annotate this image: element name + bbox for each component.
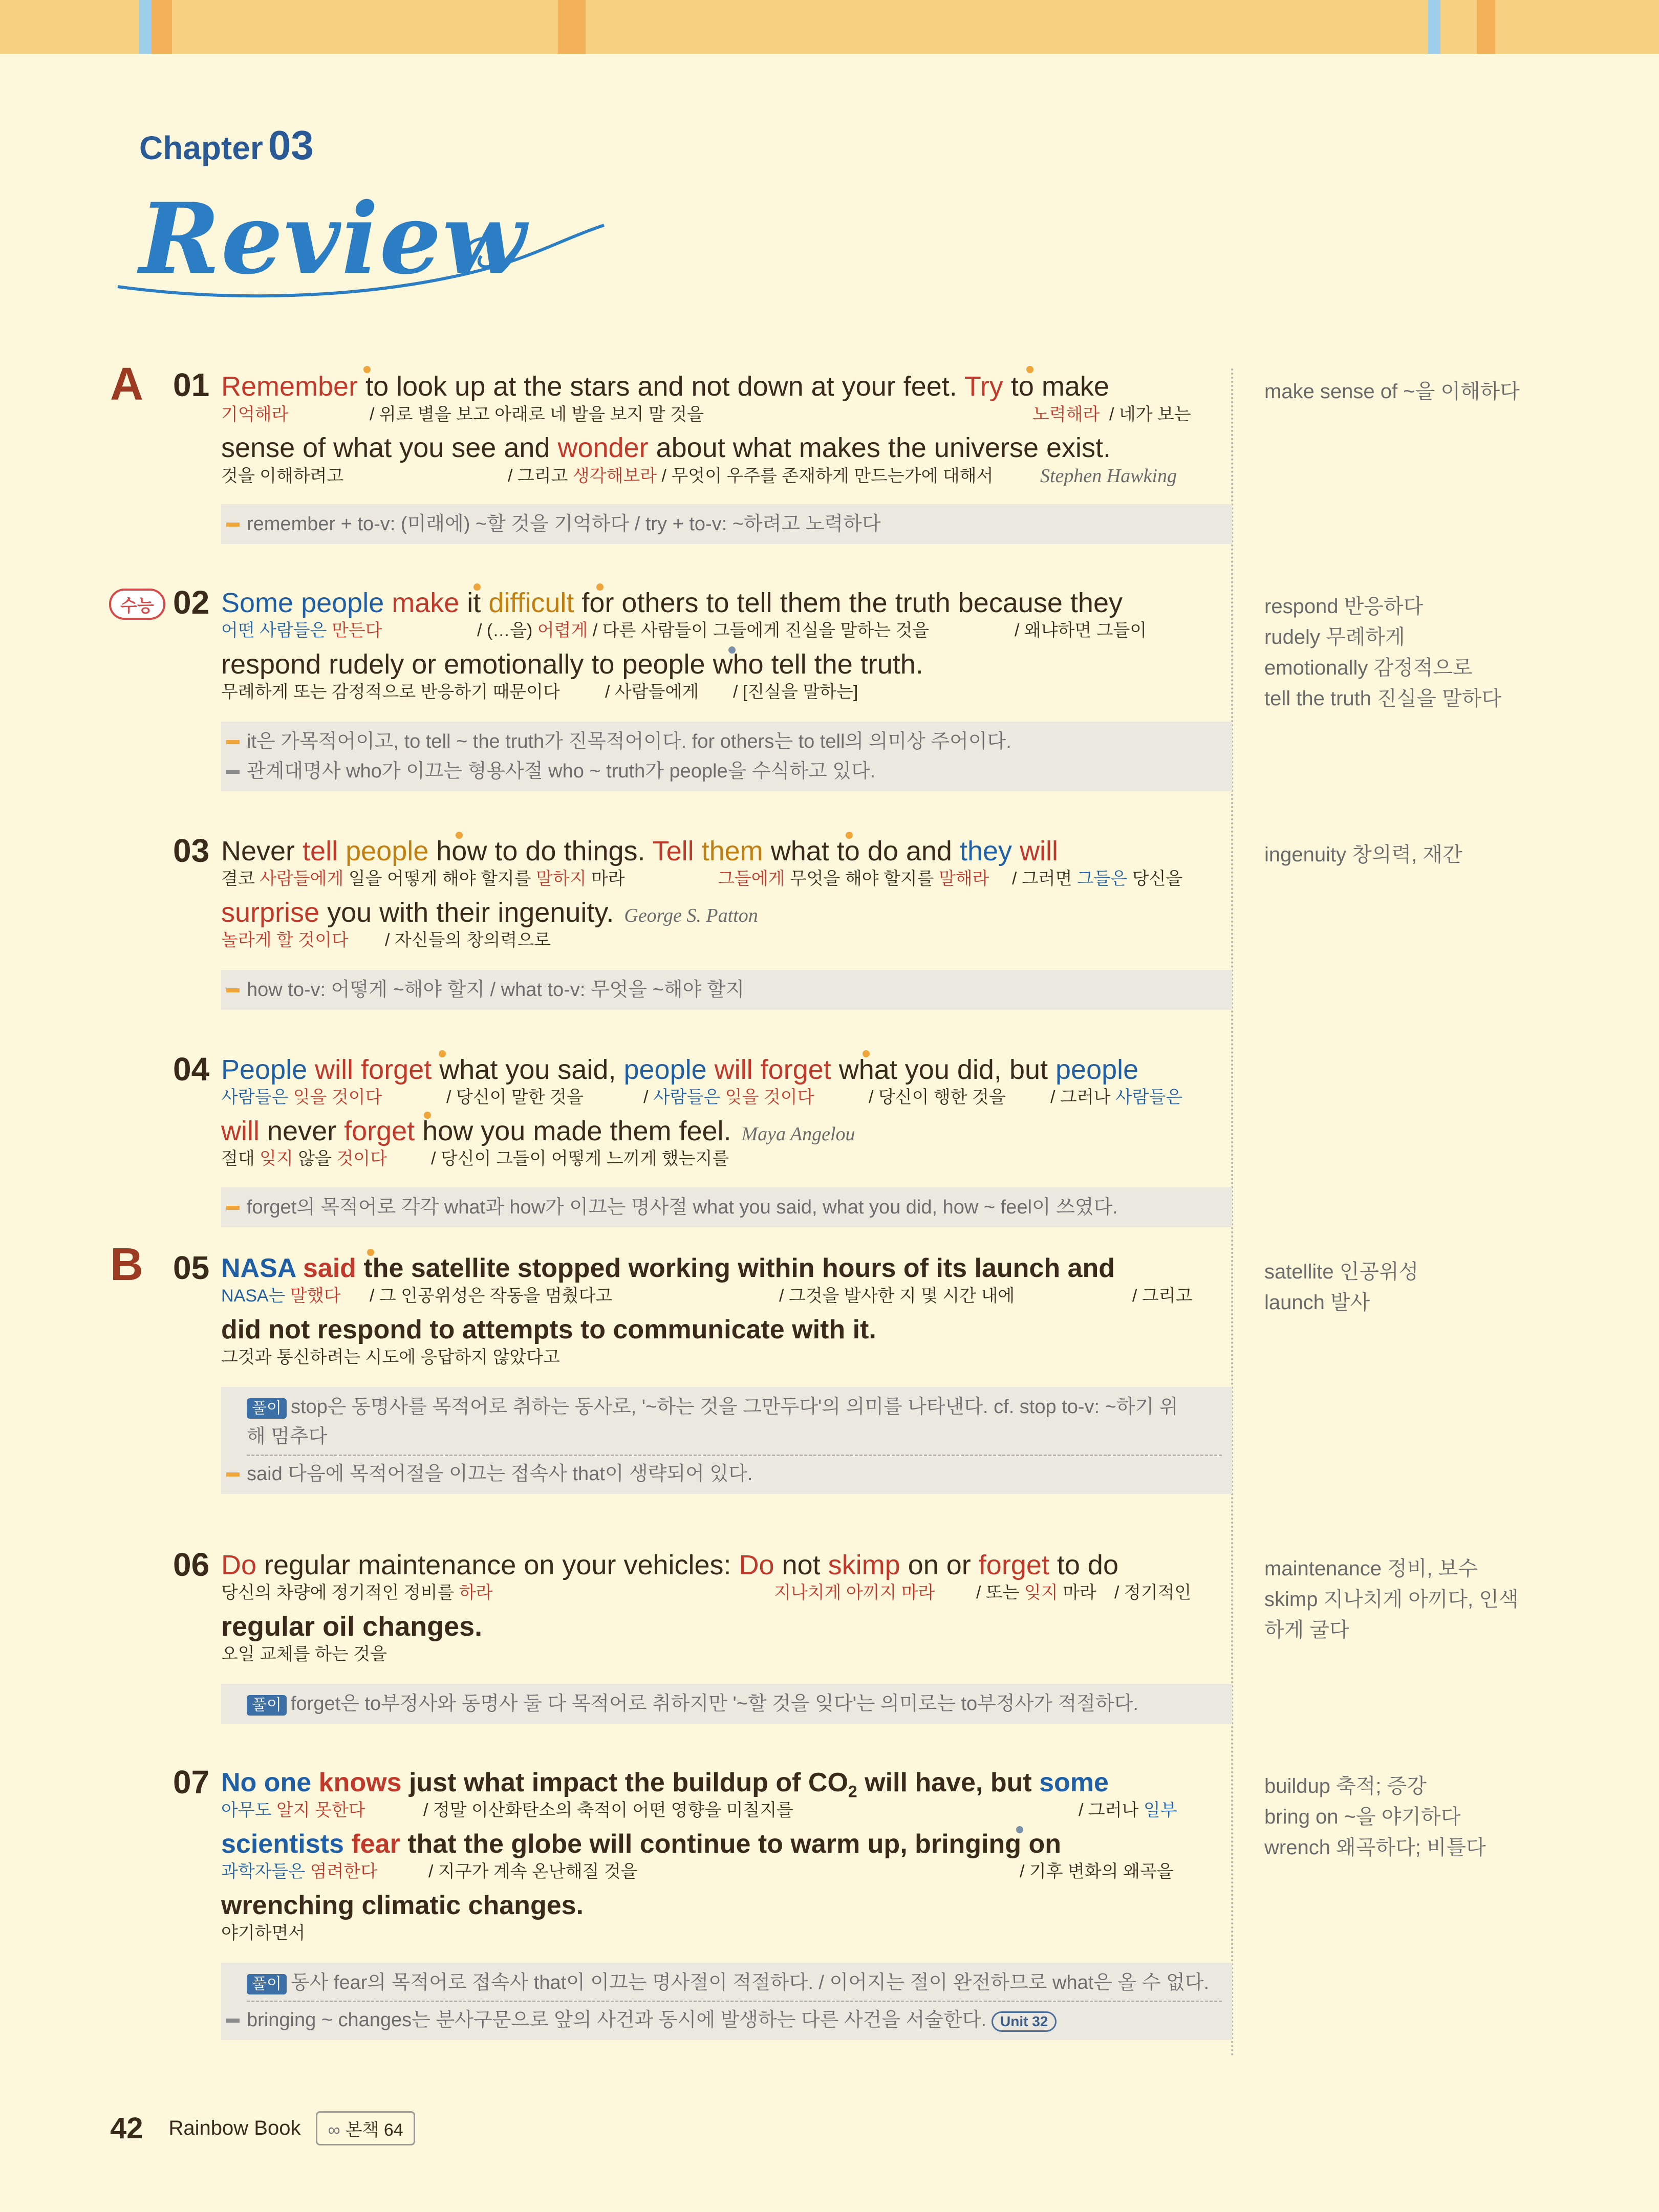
chapter-label: Chapter [139, 129, 263, 166]
translation-line: 아무도 알지 못한다 / 정말 이산화탄소의 축적이 어떤 영향을 미칠지를 / 그러나 일부 [221, 1801, 1177, 1820]
section-b-label: B [110, 1239, 143, 1290]
page-title: Review [139, 182, 527, 296]
sentence-line: sense of what you see and wonder about what makes the universe exist. [221, 432, 1111, 463]
item-number: 07 [173, 1764, 210, 1801]
quote-author: Maya Angelou [741, 1123, 855, 1145]
translation-line: 결코 사람들에게 일을 어떻게 해야 할지를 말하지 마라 그들에게 무엇을 해야 할지를 말해라 / 그러면 그들은 당신을 [221, 869, 1183, 888]
sentence-line: did not respond to attempts to communicate with it. [221, 1315, 876, 1344]
decor-stripe [1428, 0, 1440, 54]
grammar-note: 풀이 forget은 to부정사와 동명사 둘 다 목적어로 취하지만 '~할 것을 잊다'는 의미로는 to부정사가 적절하다. [221, 1684, 1232, 1724]
translation-line: 사람들은 잊을 것이다 / 당신이 말한 것을 / 사람들은 잊을 것이다 / 당신이 행한 것을 / 그러나 사람들은 [221, 1088, 1183, 1107]
grammar-note: 풀이 stop은 동명사를 목적어로 취하는 동사로, '~하는 것을 그만두다'의 의미를 나타낸다. cf. stop to-v: ~하기 위 해 멈추다 said 다음에 목적어절을 이끄는 접속사 that이 생략되어 있다. [221, 1387, 1232, 1494]
item-number: 06 [173, 1546, 210, 1583]
sentence-line: surprise you with their ingenuity. George S. Patton [221, 897, 758, 928]
item-number: 04 [173, 1051, 210, 1088]
sentence-line: NASA said the satellite stopped working within hours of its launch and [221, 1253, 1115, 1283]
item-number: 03 [173, 832, 210, 869]
vocab-list: maintenance 정비, 보수 skimp 지나치게 아끼다, 인색 하게 굴다 [1264, 1557, 1519, 1641]
unit-link-button[interactable]: Unit 32 [992, 2011, 1057, 2032]
decor-stripe [152, 0, 172, 54]
translation-line: 놀라게 할 것이다 / 자신들의 창의력으로 [221, 930, 551, 950]
title-swoosh-decoration [113, 215, 624, 317]
translation-line: 야기하면서 [221, 1923, 306, 1943]
sentence-line: scientists fear that the globe will continue to warm up, bringing on [221, 1829, 1062, 1859]
sentence-line: wrenching climatic changes. [221, 1891, 584, 1920]
sentence-line: regular oil changes. [221, 1611, 483, 1642]
translation-line: 오일 교체를 하는 것을 [221, 1644, 387, 1664]
translation-line: 기억해라 / 위로 별을 보고 아래로 네 발을 보지 말 것을 노력해라 / 네가 보는 [221, 405, 1191, 424]
grammar-note: how to-v: 어떻게 ~해야 할지 / what to-v: 무엇을 ~해야 할지 [221, 970, 1232, 1010]
grammar-note: it은 가목적어이고, to tell ~ the truth가 진목적어이다. for others는 to tell의 의미상 주어이다. 관계대명사 who가 이끄는 형용사절 who ~ truth가 people을 수식하고 있다. [221, 722, 1232, 791]
translation-line: 과학자들은 염려한다 / 지구가 계속 온난해질 것을 / 기후 변화의 왜곡을 [221, 1862, 1174, 1881]
vocab-list: make sense of ~을 이해하다 [1264, 380, 1520, 403]
item-number: 05 [173, 1249, 210, 1286]
chapter-number: 03 [268, 122, 314, 168]
vocab-list: buildup 축적; 증강 bring on ~을 야기하다 wrench 왜곡하다; 비틀다 [1264, 1775, 1486, 1859]
sentence-line: Never tell people how to do things. Tell them what to do and they will [221, 836, 1059, 866]
translation-line: 어떤 사람들은 만든다 / (…을) 어렵게 / 다른 사람들이 그들에게 진실을 말하는 것을 / 왜냐하면 그들이 [221, 621, 1147, 640]
item-number: 01 [173, 366, 210, 403]
vocab-list: ingenuity 창의력, 재간 [1264, 843, 1462, 866]
main-book-link[interactable]: ∞ 본책 64 [316, 2111, 415, 2145]
translation-line: 그것과 통신하려는 시도에 응답하지 않았다고 [221, 1348, 560, 1367]
translation-line: 것을 이해하려고 / 그리고 생각해보라 / 무엇이 우주를 존재하게 만드는가에 대해서 Stephen Hawking [221, 465, 1177, 487]
link-icon: ∞ [328, 2120, 340, 2140]
book-name: Rainbow Book [168, 2117, 301, 2139]
sentence-line: People will forget what you said, people will forget what you did, but people [221, 1054, 1139, 1085]
top-decor-bar [0, 0, 1659, 54]
sentence-line: respond rudely or emotionally to people who tell the truth. [221, 649, 923, 680]
quote-author: George S. Patton [624, 905, 758, 926]
vocab-list: satellite 인공위성 launch 발사 [1264, 1261, 1419, 1314]
translation-line: 절대 잊지 않을 것이다 / 당신이 그들이 어떻게 느끼게 했는지를 [221, 1149, 729, 1168]
page-number: 42 [110, 2112, 143, 2145]
decor-stripe [139, 0, 152, 54]
chapter-heading [139, 122, 314, 169]
suneung-badge: 수능 [109, 589, 165, 620]
translation-line: 당신의 차량에 정기적인 정비를 하라 지나치게 아끼지 마라 / 또는 잊지 마라 / 정기적인 [221, 1583, 1192, 1602]
grammar-note: remember + to-v: (미래에) ~할 것을 기억하다 / try + to-v: ~하려고 노력하다 [221, 504, 1232, 544]
item-number: 02 [173, 584, 210, 621]
grammar-note: 풀이 동사 fear의 목적어로 접속사 that이 이끄는 명사절이 적절하다. / 이어지는 절이 완전하므로 what은 올 수 없다. bringing ~ changes는 분사구문으로 앞의 사건과 동시에 발생하는 다른 사건을 서술한다. Unit 32 [221, 1963, 1232, 2040]
grammar-note: forget의 목적어로 각각 what과 how가 이끄는 명사절 what you said, what you did, how ~ feel이 쓰였다. [221, 1187, 1232, 1227]
sentence-line: Remember to look up at the stars and not down at your feet. Try to make [221, 371, 1109, 402]
section-a-label: A [110, 359, 143, 410]
page-footer [110, 2111, 415, 2145]
sentence-line: will never forget how you made them feel. Maya Angelou [221, 1116, 855, 1146]
vocab-list: respond 반응하다 rudely 무례하게 emotionally 감정적으로 tell the truth 진실을 말하다 [1264, 595, 1502, 710]
translation-line: 무례하게 또는 감정적으로 반응하기 때문이다 / 사람들에게 / [진실을 말하는] [221, 682, 858, 702]
translation-line: NASA는 말했다 / 그 인공위성은 작동을 멈췄다고 / 그것을 발사한 지 몇 시간 내에 / 그리고 [221, 1286, 1193, 1306]
sentence-line: Some people make it difficult for others to tell them the truth because they [221, 588, 1123, 618]
sentence-line: No one knows just what impact the buildup of $CO_2$ will have, but some [221, 1768, 1109, 1801]
decor-stripe [1477, 0, 1495, 54]
decor-stripe [558, 0, 586, 54]
sentence-line: Do regular maintenance on your vehicles: Do not skimp on or forget to do [221, 1550, 1118, 1580]
quote-author: Stephen Hawking [1040, 465, 1177, 487]
